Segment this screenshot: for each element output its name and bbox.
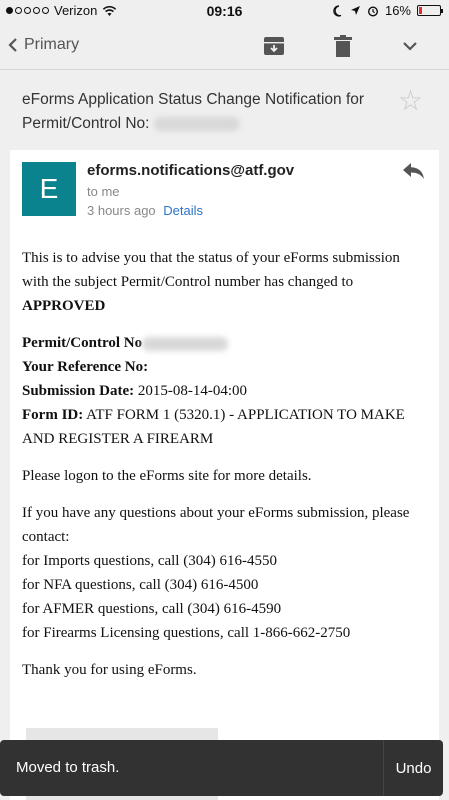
archive-icon — [263, 36, 285, 56]
status-right — [333, 3, 441, 18]
formid-value: ATF FORM 1 (5320.1) - APPLICATION TO MAKE AND REGISTER A FIREARM — [22, 407, 405, 447]
location-arrow-icon — [350, 5, 361, 16]
recipient-label: to me — [87, 184, 120, 199]
battery-percent: 16% — [384, 3, 411, 18]
subject-line-2: Permit/Control No: — [22, 115, 150, 132]
permit-label: Permit/Control No — [22, 335, 143, 351]
afmer-line: for AFMER questions, call (304) 616-4590 — [22, 601, 282, 617]
clock: 09:16 — [206, 3, 243, 19]
licensing-line: for Firearms Licensing questions, call 1-866-662-2750 — [22, 625, 351, 641]
details-block — [22, 331, 422, 451]
formid-label: Form ID: — [22, 407, 84, 423]
message-body — [22, 246, 422, 695]
intro-paragraph — [22, 246, 422, 318]
imports-line: for Imports questions, call (304) 616-4550 — [22, 553, 277, 569]
redacted-permit-number — [154, 117, 240, 131]
chevron-down-icon — [402, 41, 418, 51]
back-button[interactable] — [8, 36, 79, 54]
email-subject — [22, 88, 382, 136]
status-approved: APPROVED — [22, 298, 106, 314]
nfa-line: for NFA questions, call (304) 616-4500 — [22, 577, 259, 593]
undo-button[interactable]: Undo — [395, 759, 432, 777]
avatar: E — [22, 162, 76, 216]
reference-label: Your Reference No: — [22, 359, 149, 375]
archive-button[interactable] — [262, 34, 286, 58]
snackbar-message: Moved to trash. — [16, 759, 120, 776]
details-link[interactable]: Details — [163, 203, 204, 218]
redacted-permit-value — [142, 337, 228, 351]
time-ago-label: 3 hours ago — [87, 203, 156, 218]
formid-row — [22, 403, 422, 451]
battery-fill — [419, 7, 422, 14]
submission-label: Submission Date: — [22, 383, 135, 399]
thanks-paragraph: Thank you for using eForms. — [22, 662, 197, 678]
reply-icon — [402, 162, 426, 180]
reference-row — [22, 355, 422, 379]
status-bar — [0, 0, 449, 22]
reply-button[interactable] — [402, 162, 426, 185]
moon-icon — [333, 5, 344, 17]
snackbar — [0, 740, 443, 796]
nav-bar — [0, 22, 449, 70]
contact-block — [22, 501, 422, 645]
chevron-left-icon — [8, 37, 18, 53]
delete-button[interactable] — [331, 34, 355, 58]
message-card — [10, 150, 439, 800]
trash-icon — [334, 35, 352, 57]
back-label: Primary — [24, 36, 80, 53]
sender-email[interactable]: eforms.notifications@atf.gov — [87, 162, 295, 179]
received-time — [87, 203, 203, 218]
permit-row — [22, 331, 422, 355]
submission-row — [22, 379, 422, 403]
intro-text: This is to advise you that the status of your eForms submission with the subject Permit/Control number has changed to — [22, 250, 400, 290]
alarm-icon — [367, 5, 379, 17]
questions-text: If you have any questions about your eForms submission, please contact: — [22, 505, 410, 545]
submission-value: 2015-08-14-04:00 — [137, 383, 248, 399]
logon-paragraph: Please logon to the eForms site for more details. — [22, 468, 312, 484]
subject-line-1: eForms Application Status Change Notification for — [22, 91, 365, 108]
battery-icon — [417, 5, 441, 16]
star-icon[interactable]: ☆ — [398, 85, 424, 116]
carrier-label: Verizon — [54, 3, 98, 18]
more-button[interactable] — [398, 34, 422, 58]
